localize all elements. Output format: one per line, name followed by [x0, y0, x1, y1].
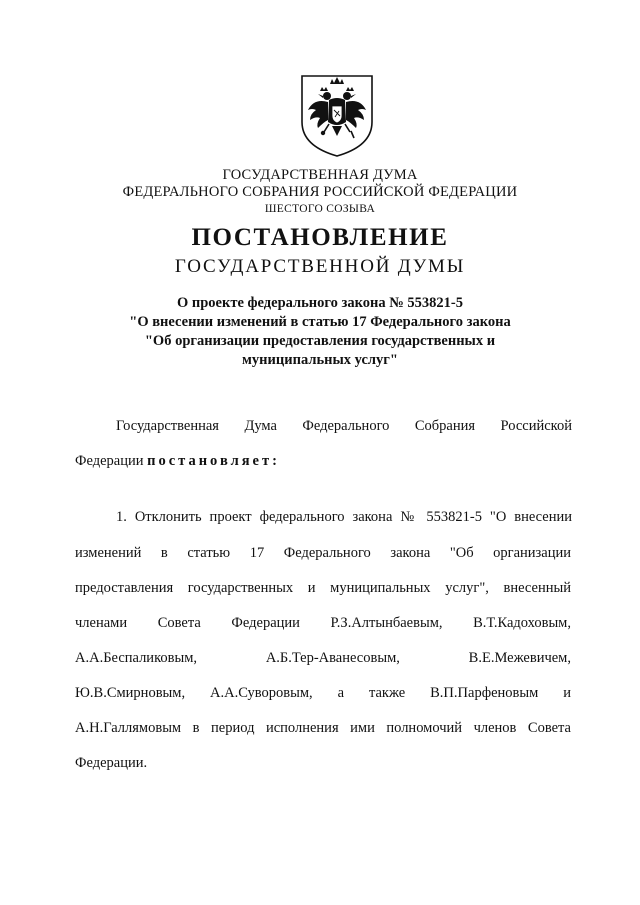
clause-line: членами Совета Федерации Р.З.Алтынбаевым, В.Т.Кадоховым, [75, 615, 571, 631]
coat-of-arms-emblem [296, 70, 378, 160]
subject-line-4: муниципальных услуг" [242, 352, 398, 368]
clause-line: изменений в статью 17 Федерального закона "Об организации [75, 545, 571, 561]
preamble-emphasis: постановляет: [147, 453, 280, 469]
preamble-line-1: Государственная Дума Федерального Собрания Российской [116, 418, 572, 434]
document-title: ПОСТАНОВЛЕНИЕ [191, 224, 449, 251]
subject-line-1: О проекте федерального закона № 553821-5 [176, 295, 464, 311]
preamble-text: Федерации [75, 453, 148, 469]
clause-line: А.Н.Галлямовым в период исполнения ими полномочий членов Совета [75, 720, 571, 736]
org-name-line-2: ФЕДЕРАЛЬНОГО СОБРАНИЯ РОССИЙСКОЙ ФЕДЕРАЦИИ [122, 184, 518, 200]
clause-line: Федерации. [75, 755, 148, 771]
subject-line-2: "О внесении изменений в статью 17 Федерального закона [129, 314, 511, 330]
clause-line: предоставления государственных и муниципальных услуг", внесенный [75, 580, 571, 596]
clause-line: 1. Отклонить проект федерального закона № 553821-5 "О внесении [116, 509, 572, 525]
convocation: ШЕСТОГО СОЗЫВА [264, 203, 376, 215]
preamble-line-2 [75, 453, 571, 470]
clause-line: А.А.Беспаликовым, А.Б.Тер-Аванесовым, В.Е.Межевичем, [75, 650, 571, 666]
subject-line-3: "Об организации предоставления государственных и [144, 333, 496, 349]
org-name-line-1: ГОСУДАРСТВЕННАЯ ДУМА [222, 167, 418, 183]
document-subtitle: ГОСУДАРСТВЕННОЙ ДУМЫ [174, 256, 466, 277]
clause-line: Ю.В.Смирновым, А.А.Суворовым, а также В.П.Парфеновым и [75, 685, 571, 701]
